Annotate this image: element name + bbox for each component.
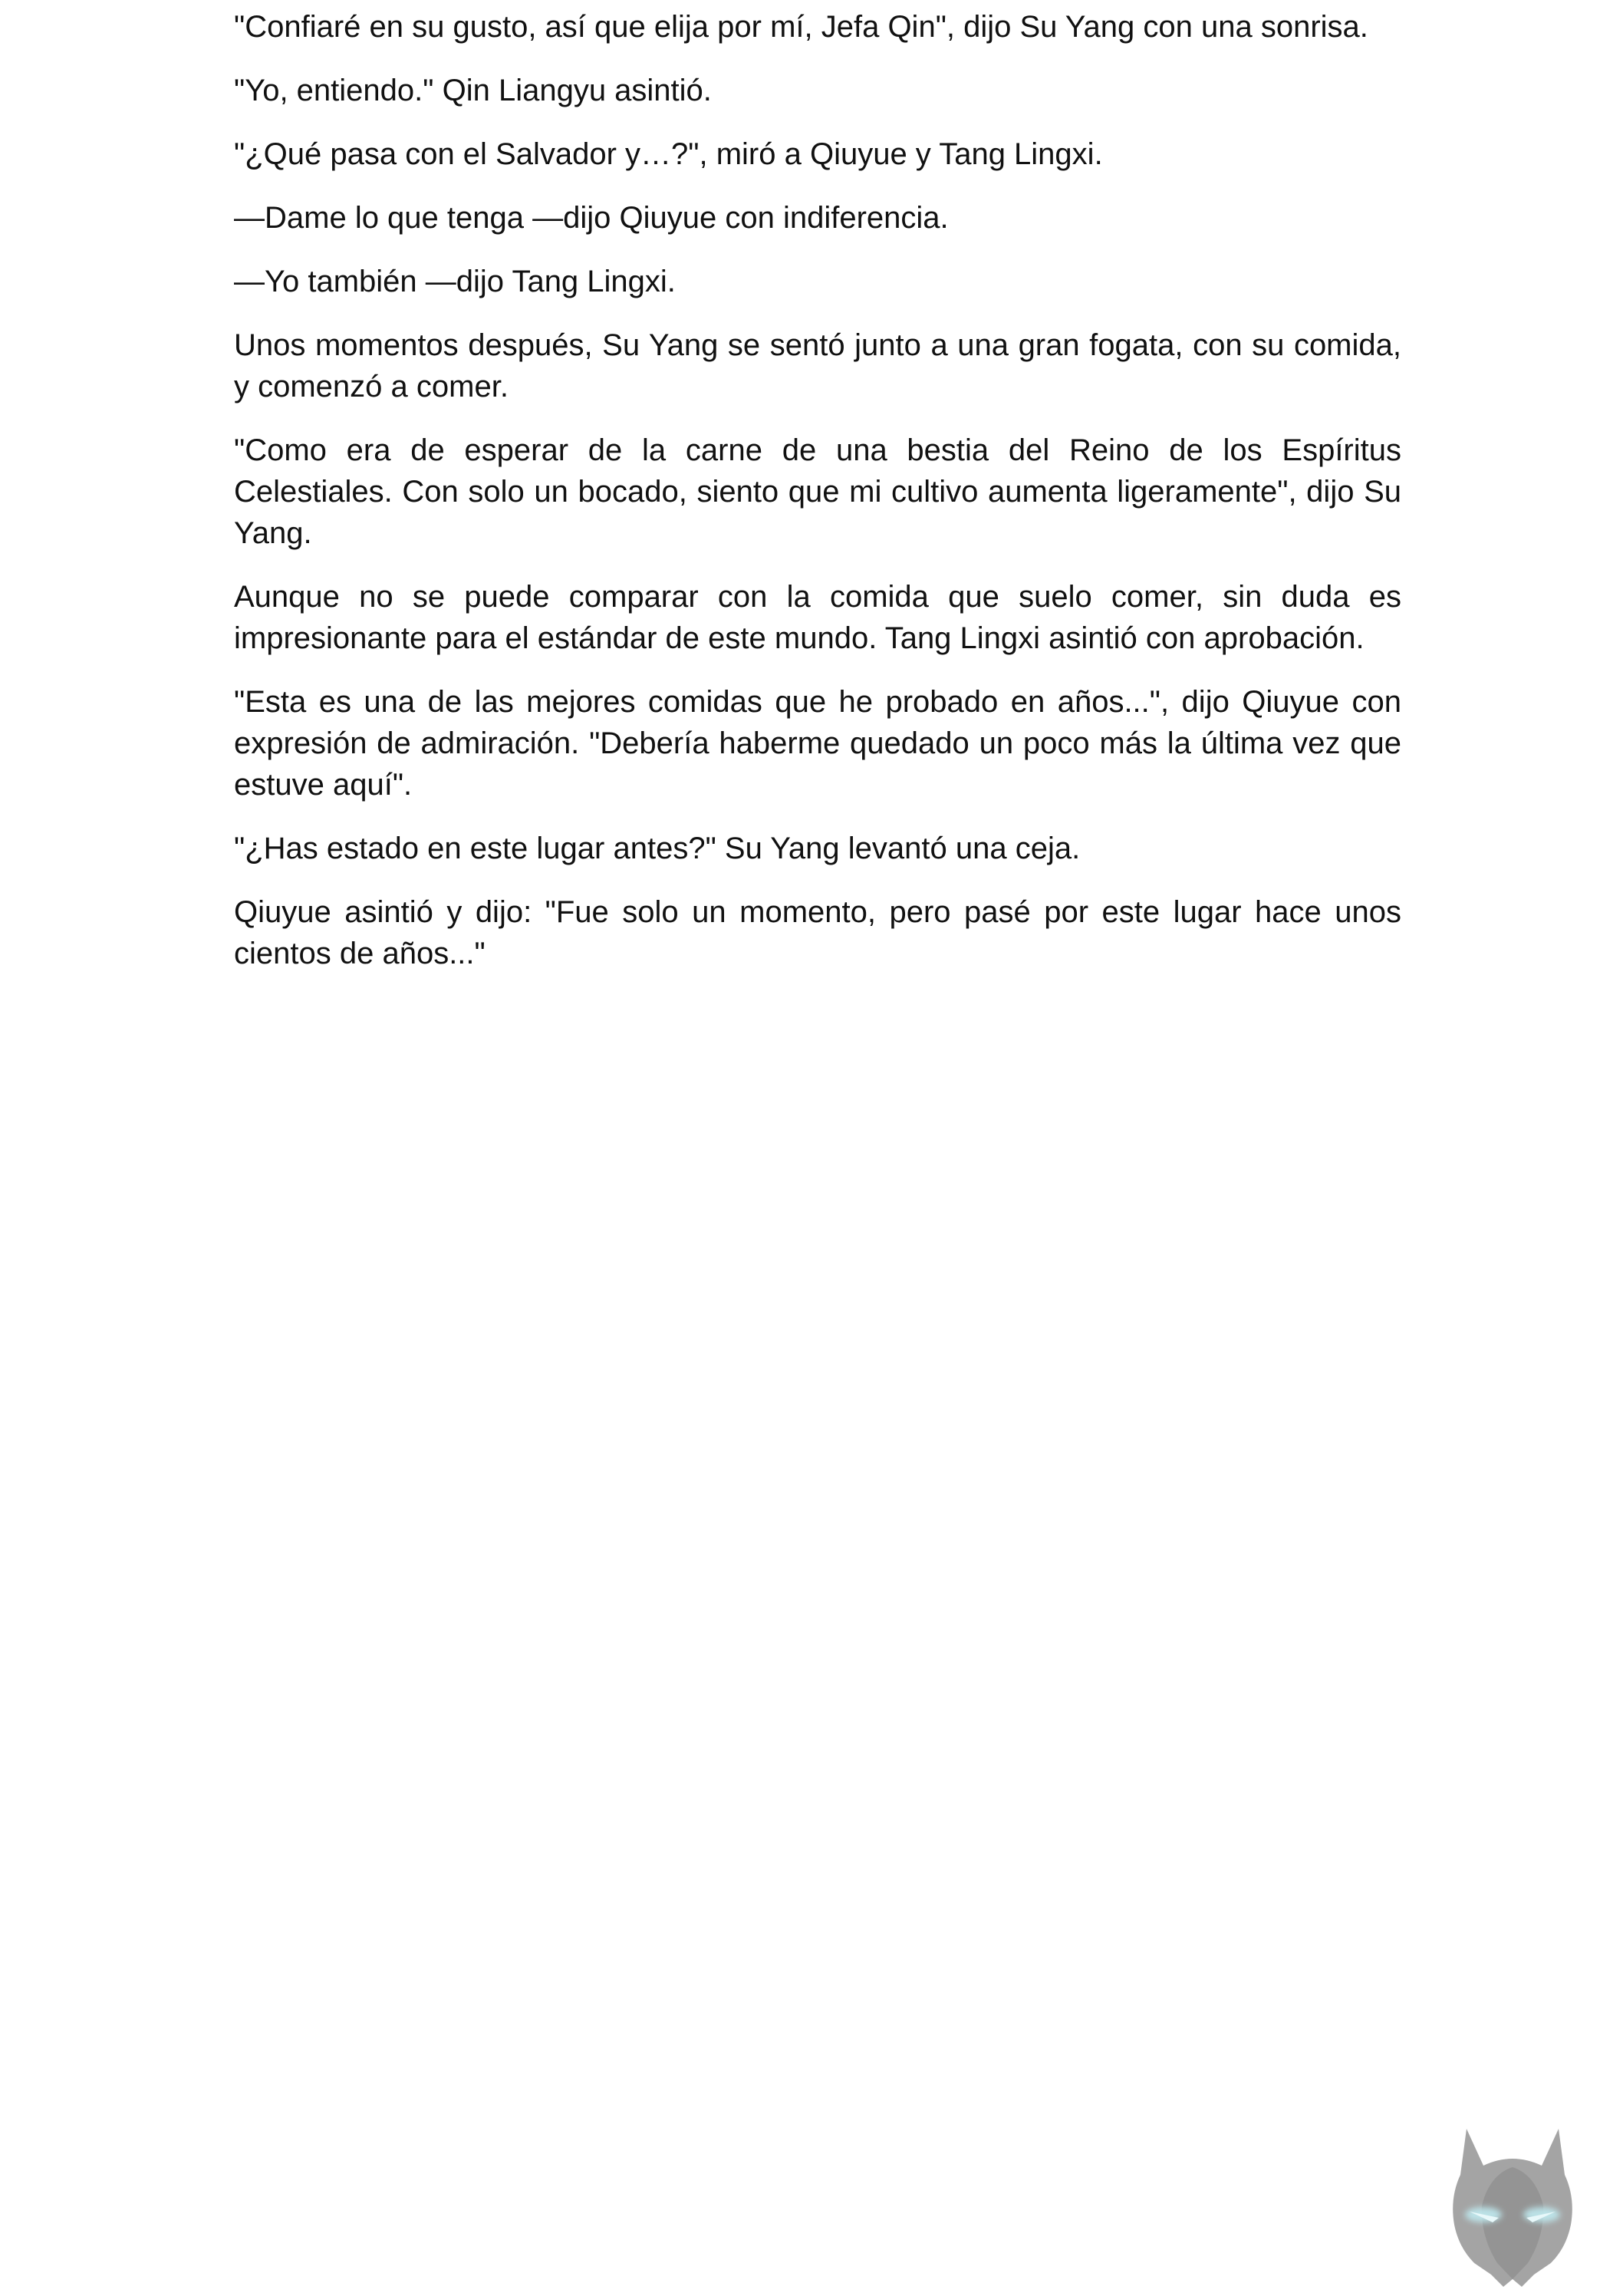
paragraph-5: —Yo también —dijo Tang Lingxi.: [234, 265, 676, 298]
paragraph-11: Qiuyue asintió y dijo: "Fue solo un momento, pero pasé por este lugar hace unos cientos de años...": [234, 895, 1401, 970]
paragraph-1: "Confiaré en su gusto, así que elija por mí, Jefa Qin", dijo Su Yang con una sonrisa.: [234, 10, 1368, 44]
demon-head-logo-icon: [1436, 2121, 1589, 2290]
paragraph-2: "Yo, entiendo." Qin Liangyu asintió.: [234, 74, 712, 107]
paragraph-4: —Dame lo que tenga —dijo Qiuyue con indiferencia.: [234, 201, 949, 235]
paragraph-10: "¿Has estado en este lugar antes?" Su Yang levantó una ceja.: [234, 832, 1081, 865]
paragraph-9: "Esta es una de las mejores comidas que he probado en años...", dijo Qiuyue con expresión de admiración. "Debería haberme quedado un poco más la última vez que estuve aquí".: [234, 685, 1401, 802]
paragraph-8: Aunque no se puede comparar con la comida que suelo comer, sin duda es impresionante para el estándar de este mundo. Tang Lingxi asintió con aprobación.: [234, 580, 1401, 655]
story-text: [234, 6, 1401, 996]
paragraph-7: "Como era de esperar de la carne de una bestia del Reino de los Espíritus Celestiales. Con solo un bocado, siento que mi cultivo aumenta ligeramente", dijo Su Yang.: [234, 433, 1401, 550]
paragraph-6: Unos momentos después, Su Yang se sentó junto a una gran fogata, con su comida, y comenzó a comer.: [234, 328, 1401, 404]
paragraph-3: "¿Qué pasa con el Salvador y…?", miró a Qiuyue y Tang Lingxi.: [234, 137, 1103, 171]
